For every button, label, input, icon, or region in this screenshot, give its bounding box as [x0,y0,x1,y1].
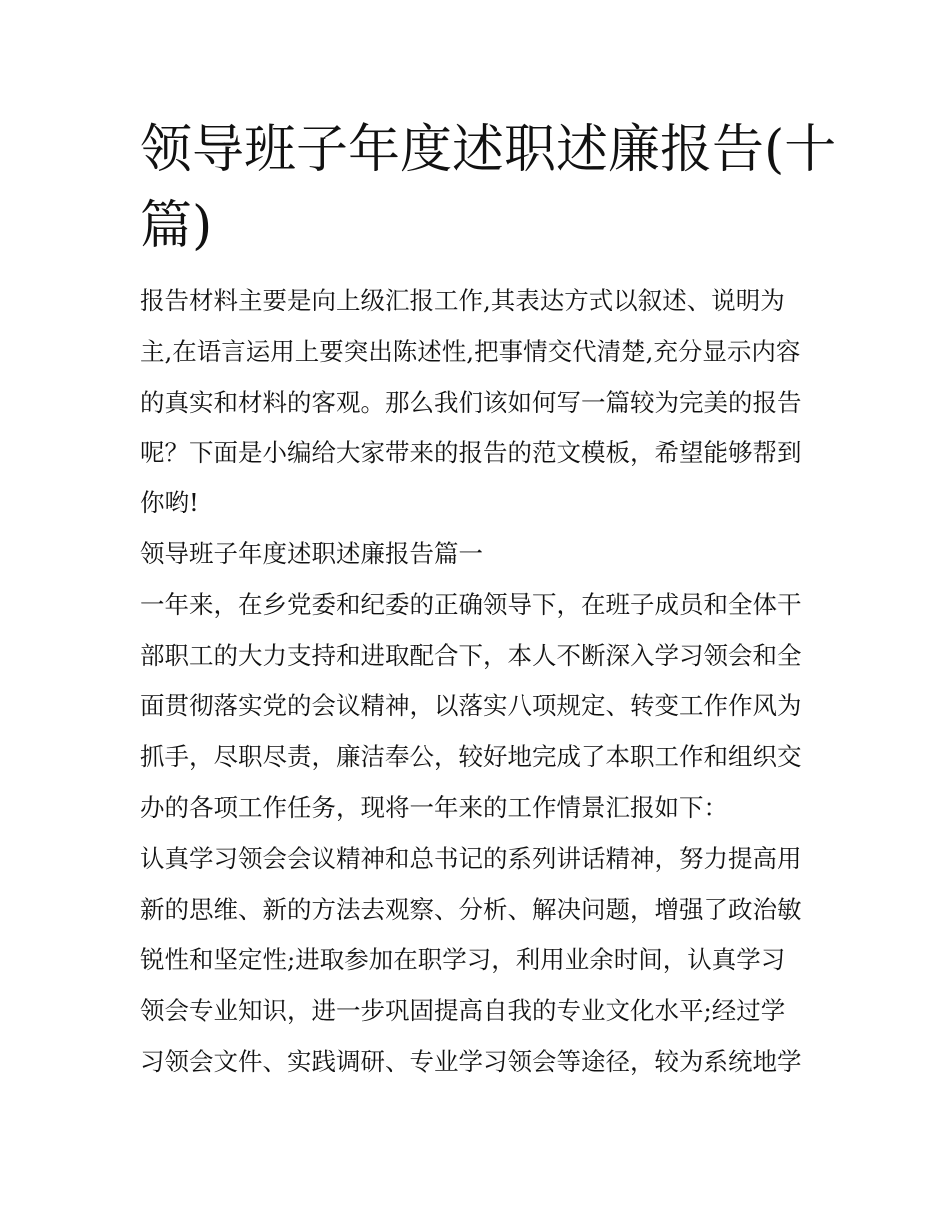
text-line: 抓手，尽职尽责，廉洁奉公，较好地完成了本职工作和组织交 [140,742,802,771]
text-line: 认真学习领会会议精神和总书记的系列讲话精神，努力提高用 [140,844,802,873]
text-line: 你哟! [140,488,199,517]
text-line: 锐性和坚定性;进取参加在职学习，利用业余时间，认真学习 [140,945,786,974]
text-line: 面贯彻落实党的会议精神，以落实八项规定、转变工作作风为 [140,691,802,720]
text-line: 的真实和材料的客观。那么我们该如何写一篇较为完美的报告 [140,388,802,417]
section-heading: 领导班子年度述职述廉报告篇一 [140,539,483,568]
document-title: 领导班子年度述职述廉报告(十篇) [140,120,837,256]
text-line: 部职工的大力支持和进取配合下，本人不断深入学习领会和全 [140,641,802,670]
text-line: 报告材料主要是向上级汇报工作,其表达方式以叙述、说明为 [140,286,785,315]
text-line: 办的各项工作任务，现将一年来的工作情景汇报如下： [140,793,728,822]
text-line: 呢？下面是小编给大家带来的报告的范文模板，希望能够帮到 [140,438,802,467]
text-line: 新的思维、新的方法去观察、分析、解决问题，增强了政治敏 [140,895,802,924]
text-line: 领会专业知识，进一步巩固提高自我的专业文化水平;经过学 [140,996,786,1025]
text-line: 一年来，在乡党委和纪委的正确领导下，在班子成员和全体干 [140,590,802,619]
text-line: 主,在语言运用上要突出陈述性,把事情交代清楚,充分显示内容 [140,337,801,366]
text-line: 习领会文件、实践调研、专业学习领会等途径，较为系统地学 [140,1047,802,1076]
